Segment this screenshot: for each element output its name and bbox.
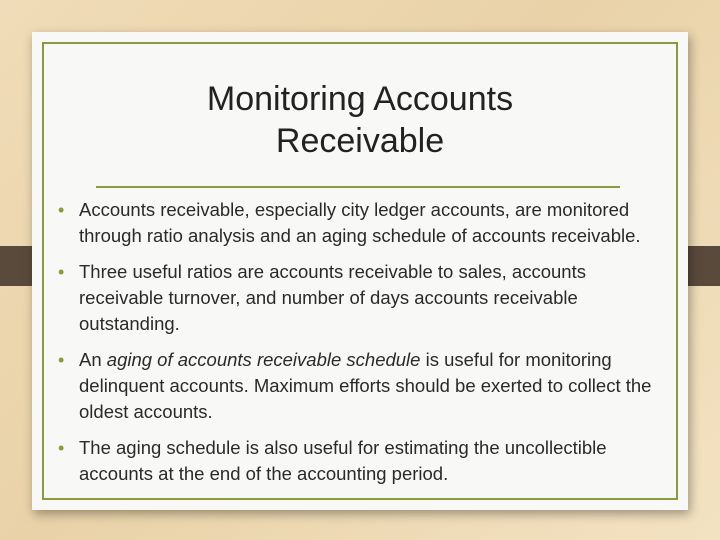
bullet-dot-icon: •: [58, 262, 65, 282]
bullet-text: Three useful ratios are accounts receivable to sales, accounts receivable turnover, and number of days accounts receivable outstanding.: [79, 261, 586, 334]
title-line-2: Receivable: [275, 122, 445, 160]
bullet-dot-icon: •: [58, 438, 65, 458]
bullet-item: [58, 197, 668, 249]
bullet-dot-icon: •: [58, 200, 65, 220]
bullet-item: [58, 435, 668, 487]
bullet-list: [58, 197, 668, 497]
title-line-1: Monitoring Accounts: [206, 80, 514, 118]
slide-title: [32, 78, 688, 162]
bullet-item: [58, 347, 668, 425]
bullet-item: [58, 259, 668, 337]
bullet-text-suffix: is useful for monitoring delinquent accounts. Maximum efforts should be exerted to collect the oldest accounts.: [79, 349, 652, 422]
title-divider: [96, 186, 620, 188]
slide-card: [32, 32, 688, 510]
bullet-text: Accounts receivable, especially city ledger accounts, are monitored through ratio analysis and an aging schedule of accounts receivable.: [79, 199, 641, 246]
bullet-text-prefix: An: [79, 349, 107, 370]
bullet-dot-icon: •: [58, 350, 65, 370]
bullet-emphasis: aging of accounts receivable schedule: [106, 349, 421, 370]
bullet-text: The aging schedule is also useful for estimating the uncollectible accounts at the end of the accounting period.: [79, 437, 607, 484]
